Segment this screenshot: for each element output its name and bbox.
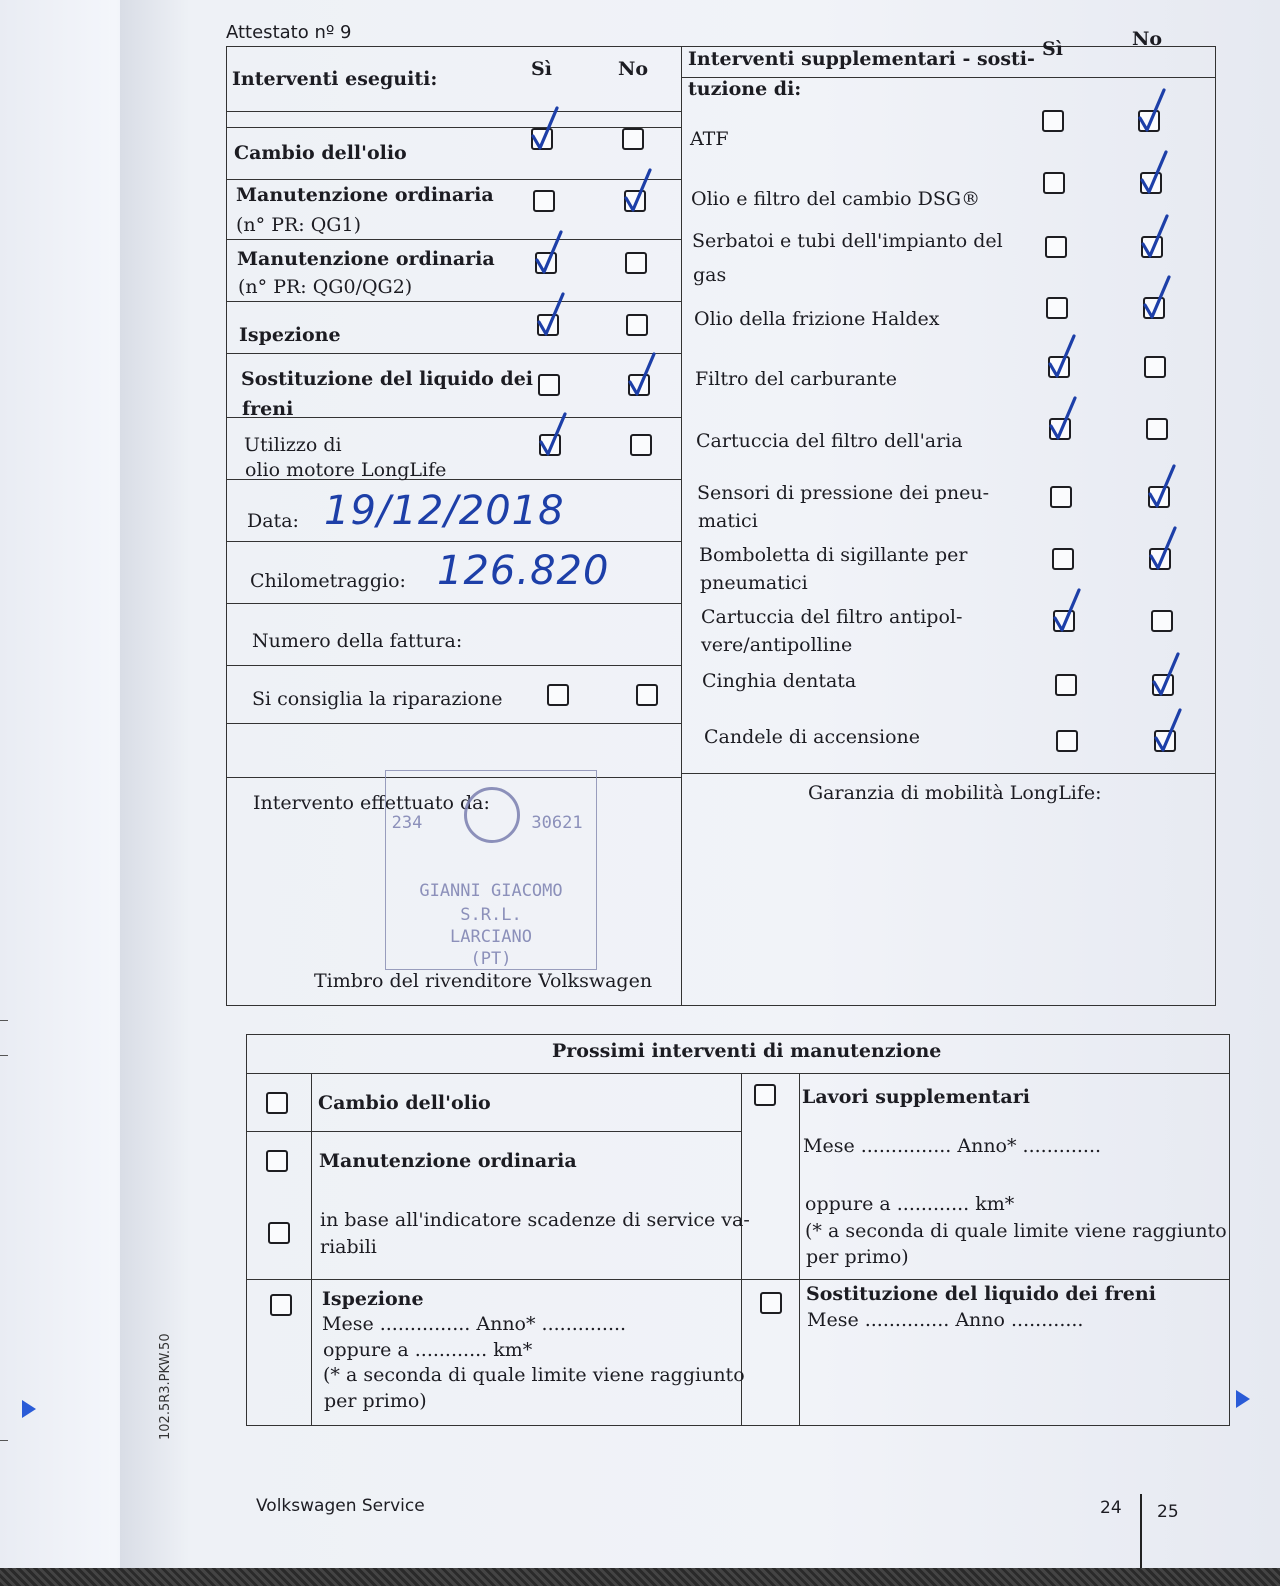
stamp-line-3: LARCIANO: [450, 927, 532, 947]
next-lavori-note-2: per primo): [806, 1246, 909, 1268]
right-row-dsg: Olio e filtro del cambio DSG®: [691, 188, 981, 210]
checkbox-left-no-2[interactable]: [625, 252, 647, 274]
checkbox-left-no-0[interactable]: [622, 128, 644, 150]
right-row-antipolvere-2: vere/antipolline: [701, 634, 853, 656]
checkmark-icon: [533, 292, 573, 338]
checkmark-icon: [1137, 214, 1177, 260]
stamp-line-4: (PT): [470, 949, 512, 969]
next-lavori-km: oppure a ............ km*: [805, 1193, 1015, 1215]
checkmark-icon: [1145, 526, 1185, 572]
right-row-antipolvere: Cartuccia del filtro antipol-: [701, 606, 963, 628]
row-sublabel-freni: freni: [242, 398, 294, 420]
next-freni-mese: Mese .............. Anno ............: [807, 1309, 1084, 1331]
left-header-label: Interventi eseguiti:: [232, 68, 438, 90]
stamp-right-number: 30621: [531, 813, 583, 833]
checkmark-icon: [1150, 708, 1190, 754]
timbro-label: Timbro del rivenditore Volkswagen: [314, 970, 653, 992]
next-cambio-olio: Cambio dell'olio: [318, 1092, 491, 1114]
left-page-arrow-icon: [22, 1400, 36, 1418]
right-row-serbatoi-2: gas: [693, 264, 727, 286]
left-header-no: No: [618, 58, 649, 80]
stamp-line-2: S.R.L.: [460, 905, 522, 925]
right-header-si: Sì: [1042, 38, 1063, 60]
row-label-utilizzo: Utilizzo di: [244, 434, 342, 456]
checkmark-icon: [1044, 334, 1084, 380]
row-label-cambio-olio: Cambio dell'olio: [234, 142, 407, 164]
stamp-left-number: 234: [391, 813, 423, 833]
checkbox-right-si-9[interactable]: [1055, 674, 1077, 696]
row-label-ispezione: Ispezione: [239, 324, 341, 346]
checkbox-left-si-4[interactable]: [538, 374, 560, 396]
checkbox-right-si-7[interactable]: [1052, 548, 1074, 570]
next-indicatore-1: in base all'indicatore scadenze di service va-: [320, 1209, 750, 1231]
checkbox-riparazione-si[interactable]: [547, 684, 569, 706]
right-row-cinghia: Cinghia dentata: [702, 670, 857, 692]
next-freni: Sostituzione del liquido dei freni: [806, 1283, 1156, 1305]
left-header-si: Sì: [531, 58, 552, 80]
bottom-strip: [0, 1568, 1280, 1586]
checkmark-icon: [1045, 396, 1085, 442]
next-lavori-mese: Mese ............... Anno* .............: [803, 1135, 1102, 1157]
checkbox-right-no-5[interactable]: [1146, 418, 1168, 440]
right-row-bomboletta-2: pneumatici: [700, 572, 808, 594]
checkmark-icon: [1049, 588, 1089, 634]
side-code: 102.5R3.PKW.50: [158, 1333, 173, 1440]
checkmark-icon: [1134, 88, 1174, 134]
left-edge-line: [0, 1055, 8, 1056]
page-number-right: 25: [1157, 1502, 1179, 1522]
right-row-sensori-2: matici: [698, 510, 758, 532]
checkmark-icon: [1139, 275, 1179, 321]
riparazione-label: Si consiglia la riparazione: [252, 688, 503, 710]
next-ispezione-note-2: per primo): [324, 1390, 427, 1412]
checkmark-icon: [620, 168, 660, 214]
next-ispezione-mese: Mese ............... Anno* ..............: [322, 1313, 627, 1335]
next-lavori-note-1: (* a seconda di quale limite viene raggiunto: [805, 1220, 1227, 1242]
checkmark-icon: [1148, 652, 1188, 698]
row-sublabel-longlife: olio motore LongLife: [245, 459, 447, 481]
data-label: Data:: [247, 510, 299, 532]
dealer-stamp: [385, 770, 597, 970]
row-sublabel-qg0: (n° PR: QG0/QG2): [238, 276, 413, 298]
checkbox-right-si-3[interactable]: [1046, 297, 1068, 319]
checkbox-riparazione-no[interactable]: [636, 684, 658, 706]
checkbox-right-no-4[interactable]: [1144, 356, 1166, 378]
row-label-manutenzione-qg0: Manutenzione ordinaria: [237, 248, 495, 270]
footer-brand: Volkswagen Service: [256, 1496, 425, 1516]
checkmark-icon: [527, 106, 567, 152]
left-edge-line: [0, 1440, 8, 1441]
right-header-label-1: Interventi supplementari - sosti-: [688, 48, 1035, 70]
next-table-title: Prossimi interventi di manutenzione: [552, 1040, 942, 1062]
next-manutenzione: Manutenzione ordinaria: [319, 1150, 577, 1172]
right-row-serbatoi: Serbatoi e tubi dell'impianto del: [692, 230, 1003, 252]
next-ispezione-km: oppure a ............ km*: [323, 1339, 533, 1361]
checkbox-left-no-3[interactable]: [626, 314, 648, 336]
next-lavori: Lavori supplementari: [802, 1086, 1030, 1108]
checkmark-icon: [1136, 150, 1176, 196]
row-label-liquido-freni: Sostituzione del liquido dei: [241, 368, 533, 390]
handwritten-date: 19/12/2018: [324, 488, 565, 534]
right-row-atf: ATF: [690, 128, 729, 150]
checkmark-icon: [1144, 464, 1184, 510]
checkmark-icon: [535, 412, 575, 458]
row-sublabel-qg1: (n° PR: QG1): [236, 214, 361, 236]
next-ispezione-note-1: (* a seconda di quale limite viene raggiunto: [323, 1364, 745, 1386]
checkbox-left-si-1[interactable]: [533, 190, 555, 212]
stamp-line-1: GIANNI GIACOMO: [419, 881, 563, 901]
checkbox-right-si-1[interactable]: [1043, 172, 1065, 194]
checkbox-right-no-8[interactable]: [1151, 610, 1173, 632]
intervento-label: Intervento effettuato da:: [253, 792, 490, 814]
right-row-sensori: Sensori di pressione dei pneu-: [697, 482, 990, 504]
garanzia-label: Garanzia di mobilità LongLife:: [808, 782, 1102, 804]
row-label-manutenzione-qg1: Manutenzione ordinaria: [236, 184, 494, 206]
right-row-haldex: Olio della frizione Haldex: [694, 308, 940, 330]
checkbox-right-si-2[interactable]: [1045, 236, 1067, 258]
checkmark-icon: [531, 230, 571, 276]
page-divider: [1140, 1494, 1142, 1570]
checkbox-right-si-10[interactable]: [1056, 730, 1078, 752]
next-ispezione: Ispezione: [322, 1288, 424, 1310]
right-row-filtro-carburante: Filtro del carburante: [695, 368, 898, 390]
left-edge-line: [0, 1020, 8, 1021]
page-title: Attestato nº 9: [226, 22, 352, 43]
checkbox-right-si-6[interactable]: [1050, 486, 1072, 508]
next-page-arrow-icon: [1236, 1390, 1250, 1408]
right-row-filtro-aria: Cartuccia del filtro dell'aria: [696, 430, 963, 452]
fattura-label: Numero della fattura:: [252, 630, 463, 652]
handwritten-km: 126.820: [437, 548, 610, 594]
checkbox-right-si-0[interactable]: [1042, 110, 1064, 132]
right-row-bomboletta: Bomboletta di sigillante per: [699, 544, 968, 566]
right-row-candele: Candele di accensione: [704, 726, 920, 748]
next-indicatore-2: riabili: [320, 1236, 377, 1258]
right-header-label-2: tuzione di:: [688, 78, 802, 100]
right-header-no: No: [1132, 28, 1163, 50]
km-label: Chilometraggio:: [250, 570, 406, 592]
checkmark-icon: [624, 352, 664, 398]
checkbox-left-no-5[interactable]: [630, 434, 652, 456]
page-number-left: 24: [1100, 1498, 1122, 1518]
